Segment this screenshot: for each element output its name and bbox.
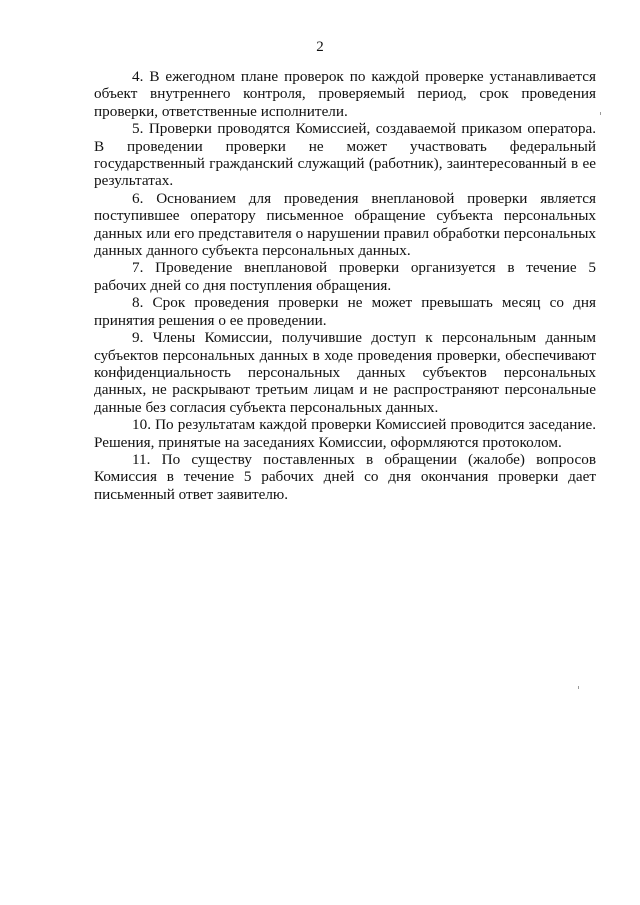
paragraph-4: 4. В ежегодном плане проверок по каждой проверке устанавливается объект внутреннего контроля, проверяемый период, срок проведения проверки, ответственные исполнители. (94, 68, 596, 120)
document-body (94, 68, 596, 503)
paragraph-6: 6. Основанием для проведения внеплановой проверки является поступившее оператору письменное обращение субъекта персональных данных или его представителя о нарушении правил обработки персональных данных данного субъекта персональных данных. (94, 189, 596, 260)
scan-artifact (578, 686, 579, 689)
paragraph-5: 5. Проверки проводятся Комиссией, создаваемой приказом оператора. В проведении проверки не может участвовать федеральный государственный гражданский служащий (работник), заинтересованный в ее результатах. (94, 120, 596, 190)
scan-artifact (600, 112, 601, 115)
paragraph-10: 10. По результатам каждой проверки Комиссией проводится заседание. Решения, принятые на заседаниях Комиссии, оформляются протоколом. (94, 416, 596, 451)
paragraph-8: 8. Срок проведения проверки не может превышать месяц со дня принятия решения о ее проведении. (94, 294, 596, 329)
paragraph-11: 11. По существу поставленных в обращении (жалобе) вопросов Комиссия в течение 5 рабочих дней со дня окончания проверки дает письменный ответ заявителю. (94, 450, 596, 503)
paragraph-9: 9. Члены Комиссии, получившие доступ к персональным данным субъектов персональных данных в ходе проведения проверки, обеспечивают конфиденциальность персональных данных субъектов персональных данных, не раскрывают третьим лицам и не распространяют персональные данные без согласия субъекта персональных данных. (94, 329, 596, 416)
paragraph-7: 7. Проведение внеплановой проверки организуется в течение 5 рабочих дней со дня поступления обращения. (94, 259, 596, 294)
page-number: 2 (316, 39, 324, 55)
